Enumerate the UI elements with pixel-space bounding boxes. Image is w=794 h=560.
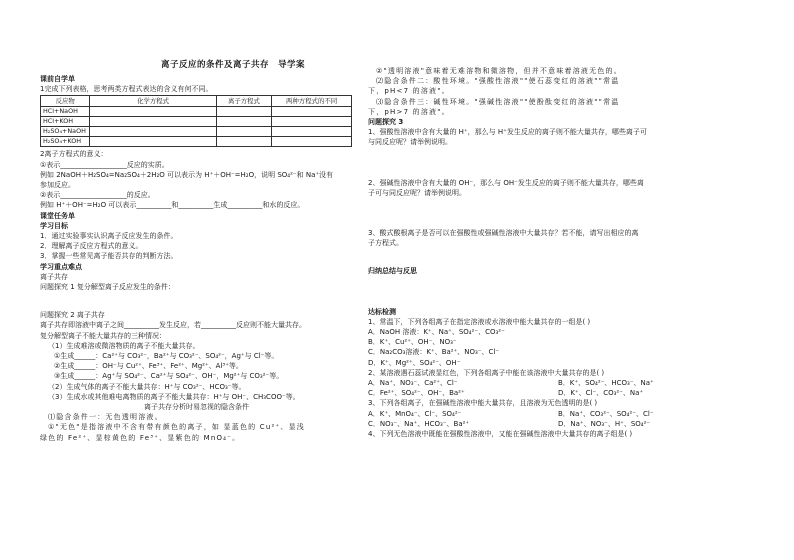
- hidden-condition-1-detail: ①"无色"是指溶液中不含有带有颜色的离子，如 显蓝色的 Cu²⁺、显浅: [48, 423, 305, 432]
- test-q2-options-ab: [368, 378, 760, 388]
- hidden-condition-2-cont: 下，pH<7 的溶液"。: [368, 87, 450, 96]
- table-cell-blank[interactable]: [216, 106, 272, 116]
- hidden-condition-1: ⑴隐含条件一：无色透明溶液。: [48, 413, 163, 422]
- test-q3-options-ab: [368, 409, 760, 419]
- check-heading: 达标检测: [368, 307, 396, 316]
- test-q2-option-b: B．K⁺、SO₄²⁻、HCO₃⁻、Na⁺: [558, 379, 654, 388]
- hidden-condition-3: ⑶隐含条件三：碱性环境。"强碱性溶液""使酚酞变红的溶液""常温: [376, 97, 620, 106]
- answer-space[interactable]: [368, 277, 760, 307]
- goals-heading: 学习目标: [40, 221, 68, 230]
- test-q2-option-d: D．K⁺、Cl⁻、CO₃²⁻、Na⁺: [558, 389, 644, 398]
- test-q1-option-a: A．NaOH 溶液：K⁺、Na⁺、SO₄²⁻、CO₃²⁻: [368, 328, 505, 337]
- table-cell-blank[interactable]: [216, 137, 272, 147]
- table-header: 化学方程式: [90, 96, 216, 106]
- answer-space[interactable]: [40, 292, 374, 310]
- test-q2-option-a: A．Na⁺、NO₃⁻、Ca²⁺、Cl⁻: [368, 379, 458, 388]
- probe-2-text-b: 复分解型离子不能大量共存的三种情况：: [40, 331, 166, 340]
- table-cell-blank[interactable]: [272, 126, 352, 136]
- meaning-point-1: ①表示___________________反应的实质。: [40, 160, 169, 169]
- pre-study-heading: 课前自学单: [40, 75, 75, 83]
- test-q3-options-cd: [368, 419, 760, 429]
- table-header-row: [41, 96, 352, 106]
- task-1-instruction: 1完成下列表格，思考两类方程式表达的含义有何不同。: [40, 85, 213, 94]
- table-cell-reactant: HCl+NaOH: [41, 106, 90, 116]
- summary-heading: 归纳总结与反思: [368, 267, 417, 276]
- meaning-example-2: 例如 H⁺＋OH⁻=H₂O 可以表示__________和__________生成__________和水的反应。: [40, 201, 305, 210]
- table-row: [41, 137, 352, 147]
- hidden-condition-1-detail-cont: 绿色的 Fe²⁺、显棕黄色的 Fe³⁺、显紫色的 MnO₄⁻。: [40, 433, 241, 442]
- probe-3-q1-cont: 与同反应呢？请举例说明。: [368, 138, 452, 147]
- answer-space[interactable]: [368, 248, 760, 266]
- table-cell-blank[interactable]: [272, 116, 352, 126]
- table-cell-blank[interactable]: [272, 137, 352, 147]
- test-q3-option-d: D．Na⁺、NO₃⁻、H⁺、SO₄²⁻: [558, 419, 651, 428]
- table-cell-blank[interactable]: [90, 137, 216, 147]
- answer-space[interactable]: [368, 198, 760, 228]
- table-cell-blank[interactable]: [90, 116, 216, 126]
- goal-3: 3．掌握一些常见离子能否共存的判断方法。: [40, 252, 178, 261]
- probe-2-case-1c: ③生成______：Ag⁺与 SO₄²⁻、Ca²⁺与 SO₄²⁻、OH⁻，Mg²⁺与 CO₃²⁻等。: [54, 372, 284, 381]
- hidden-condition-3-cont: 下，pH>7 的溶液"。: [368, 107, 450, 116]
- probe-3-q3: 3、酸式酸根离子是否可以在强酸性或强碱性溶液中大量共存？若不能，请写出相应的离: [368, 229, 639, 238]
- goal-2: 2．理解离子反应方程式的意义。: [40, 242, 143, 251]
- test-q2-options-cd: [368, 388, 760, 398]
- hidden-condition-2: ⑵隐含条件二：酸性环境。"强酸性溶液""使石蕊变红的溶液""常温: [376, 77, 620, 86]
- test-q4: 4、下列无色溶液中既能在强酸性溶液中，又能在强碱性溶液中大量共存的离子组是( ): [368, 430, 633, 439]
- probe-3-q1: 1、强酸性溶液中含有大量的 H⁺，那么与 H⁺发生反应的离子则不能大量共存，哪些离子可: [368, 128, 647, 137]
- table-cell-blank[interactable]: [90, 126, 216, 136]
- test-q3-option-c: C．NO₃⁻、Na⁺、HCO₃⁻、Ba²⁺: [368, 419, 470, 428]
- table-cell-blank[interactable]: [216, 126, 272, 136]
- goal-1: 1．通过实验事实认识离子反应发生的条件。: [40, 231, 178, 240]
- table-cell-blank[interactable]: [90, 106, 216, 116]
- test-q3: 3、下列各组离子，在强碱性溶液中能大量共存，且溶液为无色透明的是( ): [368, 399, 598, 408]
- table-cell-blank[interactable]: [272, 106, 352, 116]
- probe-2-case-2: （2）生成气体的离子不能大量共存：H⁺与 CO₃²⁻、HCO₃⁻等。: [48, 382, 246, 391]
- probe-2-case-1b: ②生成______：OH⁻与 Cu²⁺、Fe³⁺、Fe²⁺、Mg²⁺、Al³⁺等。: [54, 362, 243, 371]
- page-title: 离子反应的条件及离子共存 导学案: [160, 60, 305, 70]
- right-column: [368, 66, 760, 439]
- test-q1-option-c: C．Na₂CO₃溶液：K⁺、Ba²⁺、NO₃⁻、Cl⁻: [368, 348, 500, 357]
- table-cell-reactant: H₂SO₄+KOH: [41, 137, 90, 147]
- hidden-condition-1-transparent: ②"透明溶液"意味着无难溶物和微溶物，但并不意味着溶液无色的。: [376, 67, 622, 75]
- table-row: [41, 126, 352, 136]
- table-header: 反应物: [41, 96, 90, 106]
- probe-3-heading: 问题探究 3: [368, 118, 404, 127]
- test-q3-option-b: B．Na⁺、CO₃²⁻、SO₄²⁻、Cl⁻: [558, 409, 654, 418]
- test-q1-option-b: B．K⁺、Cu²⁺、OH⁻、NO₃⁻: [368, 338, 457, 347]
- meaning-example-1-cont: 参加反应。: [40, 180, 75, 189]
- test-q1: 1、常温下，下列各组离子在指定溶液或水溶液中能大量共存的一组是( ): [368, 317, 591, 326]
- meaning-point-2: ②表示___________________的反应。: [40, 191, 155, 200]
- probe-2: 问题探究 2 离子共存: [40, 311, 105, 320]
- probe-3-q2-cont: 子可与同反应呢？请举例说明。: [368, 188, 466, 197]
- meaning-example-1: 例如 2NaOH＋H₂SO₄=Na₂SO₄＋2H₂O 可以表示为 H⁺＋OH⁻=H₂O，说明 SO₄²⁻和 Na⁺没有: [40, 170, 334, 179]
- table-cell-reactant: HCl+KOH: [41, 116, 90, 126]
- test-q3-option-a: A．K⁺、MnO₄⁻、Cl⁻、SO₄²⁻: [368, 409, 462, 418]
- table-header: 两种方程式的不同: [272, 96, 352, 106]
- probe-3-q2: 2、强碱性溶液中含有大量的 OH⁻，那么与 OH⁻发生反应的离子则不能大量共存，哪些离: [368, 178, 644, 187]
- probe-2-case-3: （3）生成水或其他难电离物质的离子不能大量共存：H⁺与 OH⁻、CH₃COO⁻等。: [48, 392, 300, 401]
- in-class-heading: 课堂任务单: [40, 211, 75, 220]
- test-q2: 2、某溶液遇石蕊试液显红色，下列各组离子中能在该溶液中大量共存的是( ): [368, 368, 605, 377]
- table-row: [41, 116, 352, 126]
- table-row: [41, 106, 352, 116]
- keypoint-text: 离子共存: [40, 272, 68, 281]
- keypoint-heading: 学习重点难点: [40, 262, 82, 271]
- probe-2-text-a: 离子共存即溶液中离子之间__________发生反应，若__________反应则不能大量共存。: [40, 321, 306, 330]
- hidden-conditions-heading: 离子共存分析时易忽视的隐含条件: [144, 403, 249, 412]
- answer-space[interactable]: [368, 148, 760, 178]
- test-q2-option-c: C．Fe²⁺、SO₄²⁻、OH⁻、Ba²⁺: [368, 389, 465, 398]
- table-cell-blank[interactable]: [216, 116, 272, 126]
- probe-3-q3-cont: 子方程式。: [368, 239, 403, 248]
- test-q1-option-d: D．K⁺、Mg²⁺、SO₄²⁻、OH⁻: [368, 358, 461, 367]
- probe-2-case-1a: ①生成______：Ca²⁺与 CO₃²⁻，Ba²⁺与 CO₃²⁻、SO₄²⁻，Ag⁺与 Cl⁻等。: [54, 352, 279, 360]
- probe-1: 问题探究 1 复分解型离子反应发生的条件：: [40, 282, 175, 291]
- reaction-table: [40, 95, 352, 147]
- meaning-heading: 2离子方程式的意义：: [40, 150, 108, 159]
- table-header: 离子方程式: [216, 96, 272, 106]
- left-column: [40, 74, 374, 443]
- probe-2-case-1: （1）生成难溶或微溶物质的离子不能大量共存。: [48, 341, 200, 350]
- table-cell-reactant: H₂SO₄+NaOH: [41, 126, 90, 136]
